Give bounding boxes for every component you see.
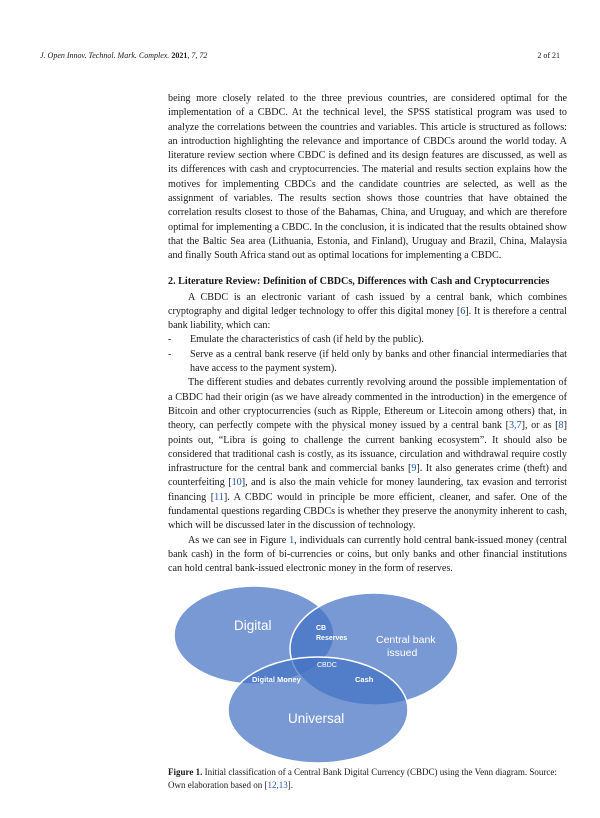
page-number: 2 of 21 [537, 51, 560, 60]
journal-citation [40, 51, 207, 60]
figure-link[interactable]: 1 [289, 534, 295, 546]
venn-diagram-figure [168, 583, 567, 763]
paragraph-definition: A CBDC is an electronic variant of cash issued by a central bank, which combines cryptography and digital ledger technology to offer this digital money [6]. It is therefore a central bank liability, which can: [168, 291, 567, 332]
list-item: - Serve as a central bank reserve (if held only by banks and other financial intermediaries that have access to the payment system). [168, 348, 567, 375]
figure-caption: Figure 1. Initial classification of a Central Bank Digital Currency (CBDC) using the Venn diagram. Source: Own elaboration based on [12,13]. [168, 767, 557, 790]
label-cbdc: CBDC [317, 662, 337, 669]
citation-link[interactable]: 12,13 [267, 780, 288, 790]
paragraph-studies: The different studies and debates currently revolving around the possible implementation of a CBDC had their origin (as we have already commented in the introduction) in the emergence of Bitcoin and other cryptocurrencies (such as Ripple, Ethereum or Litecoin among others) that, in theory, can perfectly compete with the physical money issued by a central bank [3,7], or as [8] points out, “Libra is going to challenge the current banking ecosystem”. It should also be considered that traditional cash is costly, as its issuance, circulation and withdrawal require costly infrastructure for the central bank and commercial banks [9]. It also generates crime (theft) and counterfeiting [10], and is also the main vehicle for money laundering, tax evasion and terrorist financing [11]. A CBDC would in principle be more efficient, cleaner, and safer. One of the fundamental questions regarding CBDCs is whether they preserve the anonymity inherent to cash, which will be discussed later in the discussion of technology. [168, 377, 568, 532]
label-central-bank-line2: issued [387, 647, 418, 659]
label-central-bank-line1: Central bank [376, 634, 436, 646]
body-text [168, 92, 567, 577]
journal-volume: , 7, 72 [187, 51, 208, 60]
citation-link[interactable]: 3,7 [508, 420, 522, 432]
citation-link[interactable]: 11 [214, 491, 224, 503]
paragraph-figure-intro: As we can see in Figure 1, individuals can currently hold central bank-issued money (central bank cash) in the form of bi-currencies or coins, but only banks and other financial institutions can hold central bank-issued electronic money in the form of reserves. [168, 534, 567, 575]
journal-name: J. Open Innov. Technol. Mark. Complex. [40, 51, 170, 60]
running-header [40, 51, 560, 60]
intro-paragraph: being more closely related to the three previous countries, are considered optimal for the implementation of a CBDC. At the technical level, the SPSS statistical program was used to analyze the correlations between the countries and variables. This article is structured as follows: an introduction highlighting the relevance and importance of CBDCs around the world today. A literature review section where CBDC is defined and its design features are discussed, as well as its differences with cash and cryptocurrencies. The material and results section explains how the motives for implementing CBDCs and the candidate countries are selected, as well as the assignment of variables. The results section shows those countries that have obtained the correlation results closest to those of the Bahamas, China, and Uruguay, and which are therefore optimal for implementing a CBDC. In the conclusion, it is indicated that the results obtained show that the Baltic Sea area (Lithuania, Estonia, and Finland), Uruguay and Brazil, China, Malaysia and finally South Africa stand out as optimal locations for implementing a CBDC. [168, 93, 567, 262]
journal-year: 2021 [171, 51, 188, 60]
citation-link[interactable]: 9 [411, 463, 417, 475]
venn-diagram [168, 583, 567, 763]
section-heading: 2. Literature Review: Definition of CBDCs, Differences with Cash and Cryptocurrencies [168, 275, 550, 287]
bullet-list [168, 333, 567, 376]
citation-link[interactable]: 10 [231, 477, 242, 489]
venn-circles [174, 586, 458, 763]
label-cb-reserves-line1: CB [316, 625, 327, 632]
citation-link[interactable]: 8 [558, 420, 564, 432]
label-universal: Universal [288, 711, 345, 726]
bullet-dash: - [168, 334, 172, 346]
caption-label: Figure 1. [168, 767, 203, 777]
label-cash: Cash [355, 675, 374, 684]
label-cb-reserves-line2: Reserves [316, 635, 348, 642]
label-digital-money: Digital Money [252, 675, 301, 684]
circle-universal [228, 657, 408, 763]
citation-link[interactable]: 6 [460, 305, 466, 317]
label-digital: Digital [234, 618, 272, 633]
bullet-dash: - [168, 348, 172, 360]
list-item: - Emulate the characteristics of cash (if held by the public). [168, 333, 567, 347]
